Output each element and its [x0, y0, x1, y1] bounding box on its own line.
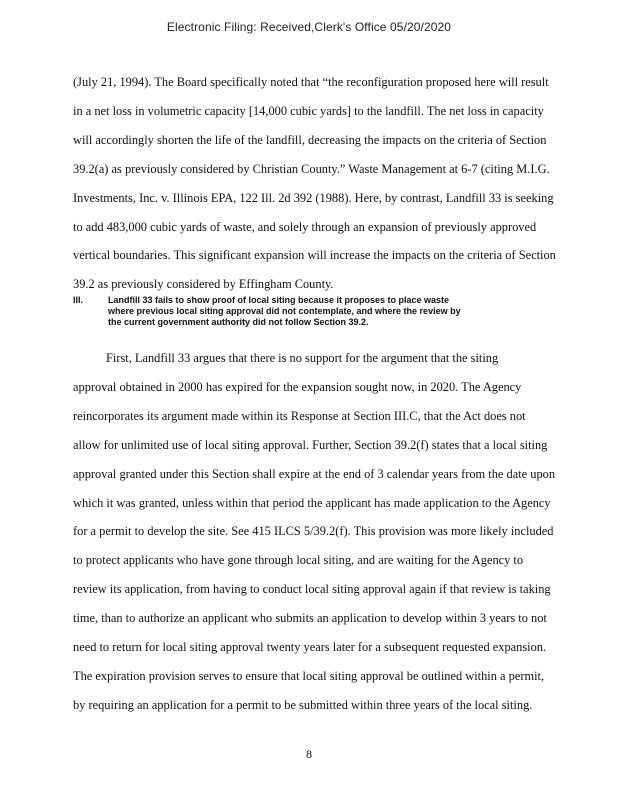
section-number: III.: [73, 295, 84, 305]
text-line: approval obtained in 2000 has expired for the expansion sought now, in 2020. The Agency: [73, 379, 522, 394]
text-line: allow for unlimited use of local siting approval. Further, Section 39.2(f) states that a local siting: [73, 437, 548, 452]
text-line: to protect applicants who have gone through local siting, and are waiting for the Agency to: [73, 553, 524, 568]
section-title-line: Landfill 33 fails to show proof of local siting because it proposes to place waste: [108, 295, 450, 305]
text-line: vertical boundaries. This significant expansion will increase the impacts on the criteria of Section: [73, 248, 556, 263]
section-title-line: where previous local siting approval did not contemplate, and where the review by: [108, 306, 461, 316]
text-line: reincorporates its argument made within its Response at Section III.C, that the Act does not: [73, 408, 526, 423]
filing-header: Electronic Filing: Received,Clerk's Office 05/20/2020: [166, 20, 452, 34]
text-line: in a net loss in volumetric capacity [14,000 cubic yards] to the landfill. The net loss in capacity: [73, 103, 544, 118]
text-line: need to return for local siting approval twenty years later for a subsequent requested expansion.: [73, 640, 547, 655]
text-line: approval granted under this Section shall expire at the end of 3 calendar years from the date upon: [73, 466, 556, 481]
page-number: 8: [306, 747, 312, 761]
text-line: time, than to authorize an applicant who submits an application to develop within 3 years to not: [73, 611, 547, 626]
paragraph-main: [73, 344, 593, 720]
text-line: 39.2 as previously considered by Effingham County.: [73, 277, 334, 292]
text-line: First, Landfill 33 argues that there is no support for the argument that the siting: [106, 351, 499, 365]
text-line: by requiring an application for a permit to be submitted within three years of the local siting.: [73, 697, 533, 712]
text-line: 39.2(a) as previously considered by Christian County.” Waste Management at 6-7 (citing M.I.G.: [73, 161, 550, 176]
text-line: which it was granted, unless within that period the applicant has made application to the Agency: [73, 495, 551, 510]
text-line: Investments, Inc. v. Illinois EPA, 122 Ill. 2d 392 (1988). Here, by contrast, Landfill 33 is seeking: [73, 190, 554, 205]
text-line: to add 483,000 cubic yards of waste, and solely through an expansion of previously approved: [73, 219, 537, 234]
text-line: review its application, from having to conduct local siting approval again if that review is taking: [73, 582, 551, 597]
section-title-line: the current government authority did not follow Section 39.2.: [108, 317, 369, 327]
paragraph-continued: [73, 68, 593, 299]
section-title: [108, 295, 548, 328]
text-line: The expiration provision serves to ensure that local siting approval be outlined within a permit,: [73, 668, 545, 683]
text-line: will accordingly shorten the life of the landfill, decreasing the impacts on the criteria of Section: [73, 132, 547, 147]
text-line: (July 21, 1994). The Board specifically noted that “the reconfiguration proposed here will result: [73, 75, 549, 89]
text-line: for a permit to develop the site. See 415 ILCS 5/39.2(f). This provision was more likely included: [73, 524, 554, 539]
